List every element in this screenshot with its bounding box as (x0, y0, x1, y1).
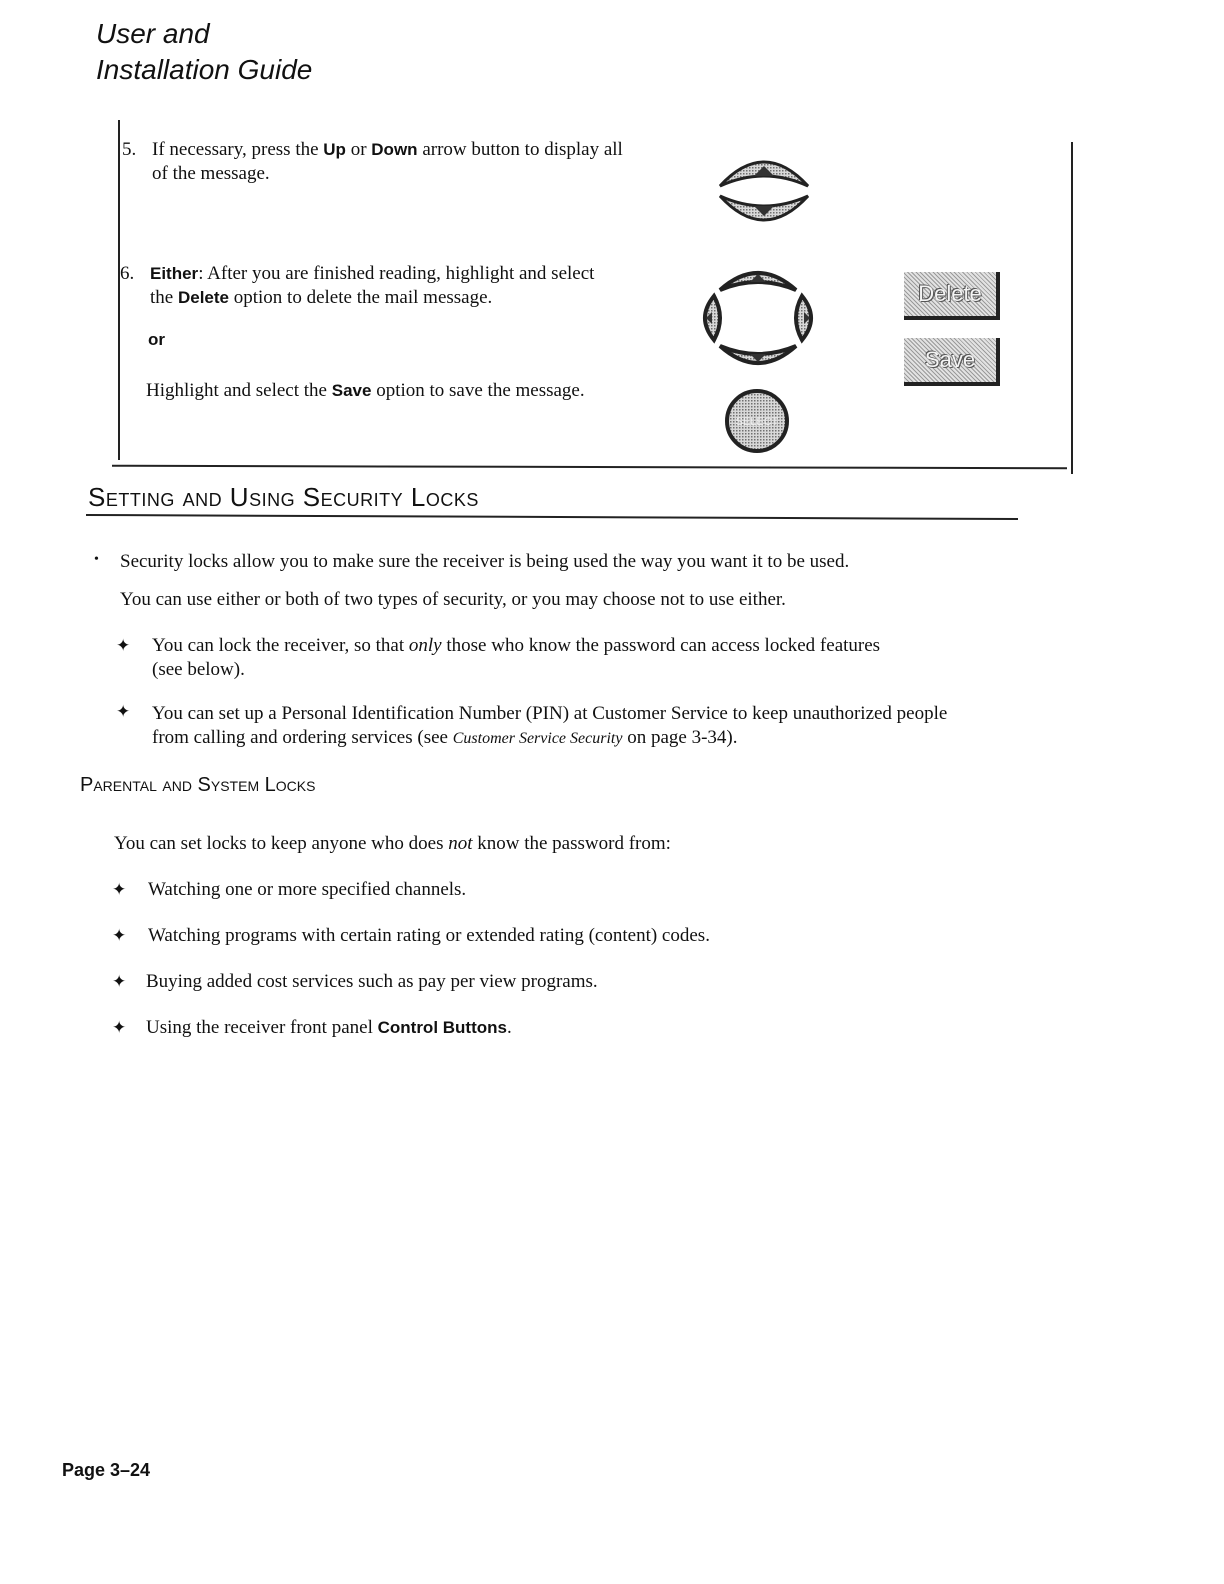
diamond-bullet-icon: ✦ (112, 926, 127, 945)
security-intro-line-1: Security locks allow you to make sure the receiver is being used the way you want it to be used. (120, 551, 850, 572)
pin-text-c: on page 3-34). (622, 727, 738, 748)
parental-intro-b: know the password from: (472, 833, 671, 854)
save-instruction-b: option to save the message. (371, 380, 585, 401)
lock-receiver-bullet (152, 634, 880, 682)
diamond-bullet-icon: ✦ (116, 636, 131, 655)
step-6-text-b: the (150, 287, 178, 308)
step-5-text-c: arrow button to display all (417, 139, 623, 160)
box-right-border (1071, 142, 1073, 474)
list-item: Watching programs with certain rating or extended rating (content) codes. (148, 925, 710, 946)
step-6-text (150, 262, 594, 310)
lock-receiver-text-a: You can lock the receiver, so that (152, 635, 409, 656)
step-5-text-a: If necessary, press the (152, 139, 324, 160)
customer-service-security-reference: Customer Service Security (452, 730, 623, 747)
delete-button[interactable]: Delete (904, 272, 1000, 320)
step-6-text-c: option to delete the mail message. (229, 287, 493, 308)
box-bottom-border (112, 465, 1067, 470)
lock-receiver-emphasis: only (408, 635, 442, 656)
lock-receiver-text-c: (see below). (152, 659, 245, 680)
parental-intro-emphasis: not (448, 833, 473, 854)
step-5-number: 5. (122, 139, 137, 160)
security-intro-line-2: You can use either or both of two types of security, or you may choose not to use either. (120, 589, 786, 610)
list-item (146, 1016, 512, 1040)
list-item: Buying added cost services such as pay per view programs. (146, 971, 598, 992)
diamond-bullet-icon: ✦ (112, 972, 127, 991)
select-button-icon (724, 388, 790, 454)
parental-intro-a: You can set locks to keep anyone who does (114, 833, 449, 854)
section-title: Setting and Using Security Locks (88, 482, 479, 512)
control-buttons-label: Control Buttons (377, 1018, 507, 1037)
subsection-title: Parental and System Locks (80, 774, 316, 796)
down-key-label: Down (371, 140, 418, 159)
control-buttons-text-a: Using the receiver front panel (146, 1017, 378, 1038)
either-label: Either (150, 264, 199, 283)
lock-receiver-text-b: those who know the password can access locked features (441, 635, 881, 656)
steps-box (118, 120, 1073, 474)
page-number: Page 3–24 (62, 1460, 151, 1480)
step-5-text (152, 138, 623, 186)
header-line-1: User and (96, 18, 210, 49)
step-6-text-a: : After you are finished reading, highlight and select (198, 263, 595, 284)
up-down-arrows-icon (716, 146, 812, 236)
save-option-label: Save (331, 381, 372, 400)
control-buttons-text-b: . (506, 1017, 512, 1038)
pin-bullet (152, 702, 947, 751)
or-label: or (148, 330, 165, 349)
pin-text-a: You can set up a Personal Identification Number (PIN) at Customer Service to keep unauthorized people (152, 703, 948, 724)
up-key-label: Up (323, 140, 346, 159)
document-header (96, 16, 312, 88)
bullet-dot-icon: • (94, 552, 99, 567)
four-way-arrows-icon (702, 262, 814, 374)
delete-option-label: Delete (177, 288, 229, 307)
save-instruction (146, 380, 585, 402)
header-line-2: Installation Guide (96, 54, 313, 85)
parental-locks-intro (114, 832, 671, 856)
select-button-label: SELECT (735, 416, 779, 428)
list-item: Watching one or more specified channels. (148, 879, 467, 900)
step-6-number: 6. (120, 263, 135, 284)
diamond-bullet-icon: ✦ (116, 702, 131, 721)
diamond-bullet-icon: ✦ (112, 880, 127, 899)
step-5-text-b: or (345, 139, 372, 160)
box-left-border (118, 120, 120, 460)
section-rule (86, 514, 1018, 520)
save-instruction-a: Highlight and select the (146, 380, 332, 401)
pin-text-b: from calling and ordering services (see (152, 727, 453, 748)
diamond-bullet-icon: ✦ (112, 1018, 127, 1037)
step-5-text-d: of the message. (152, 163, 270, 184)
save-button[interactable]: Save (904, 338, 1000, 386)
